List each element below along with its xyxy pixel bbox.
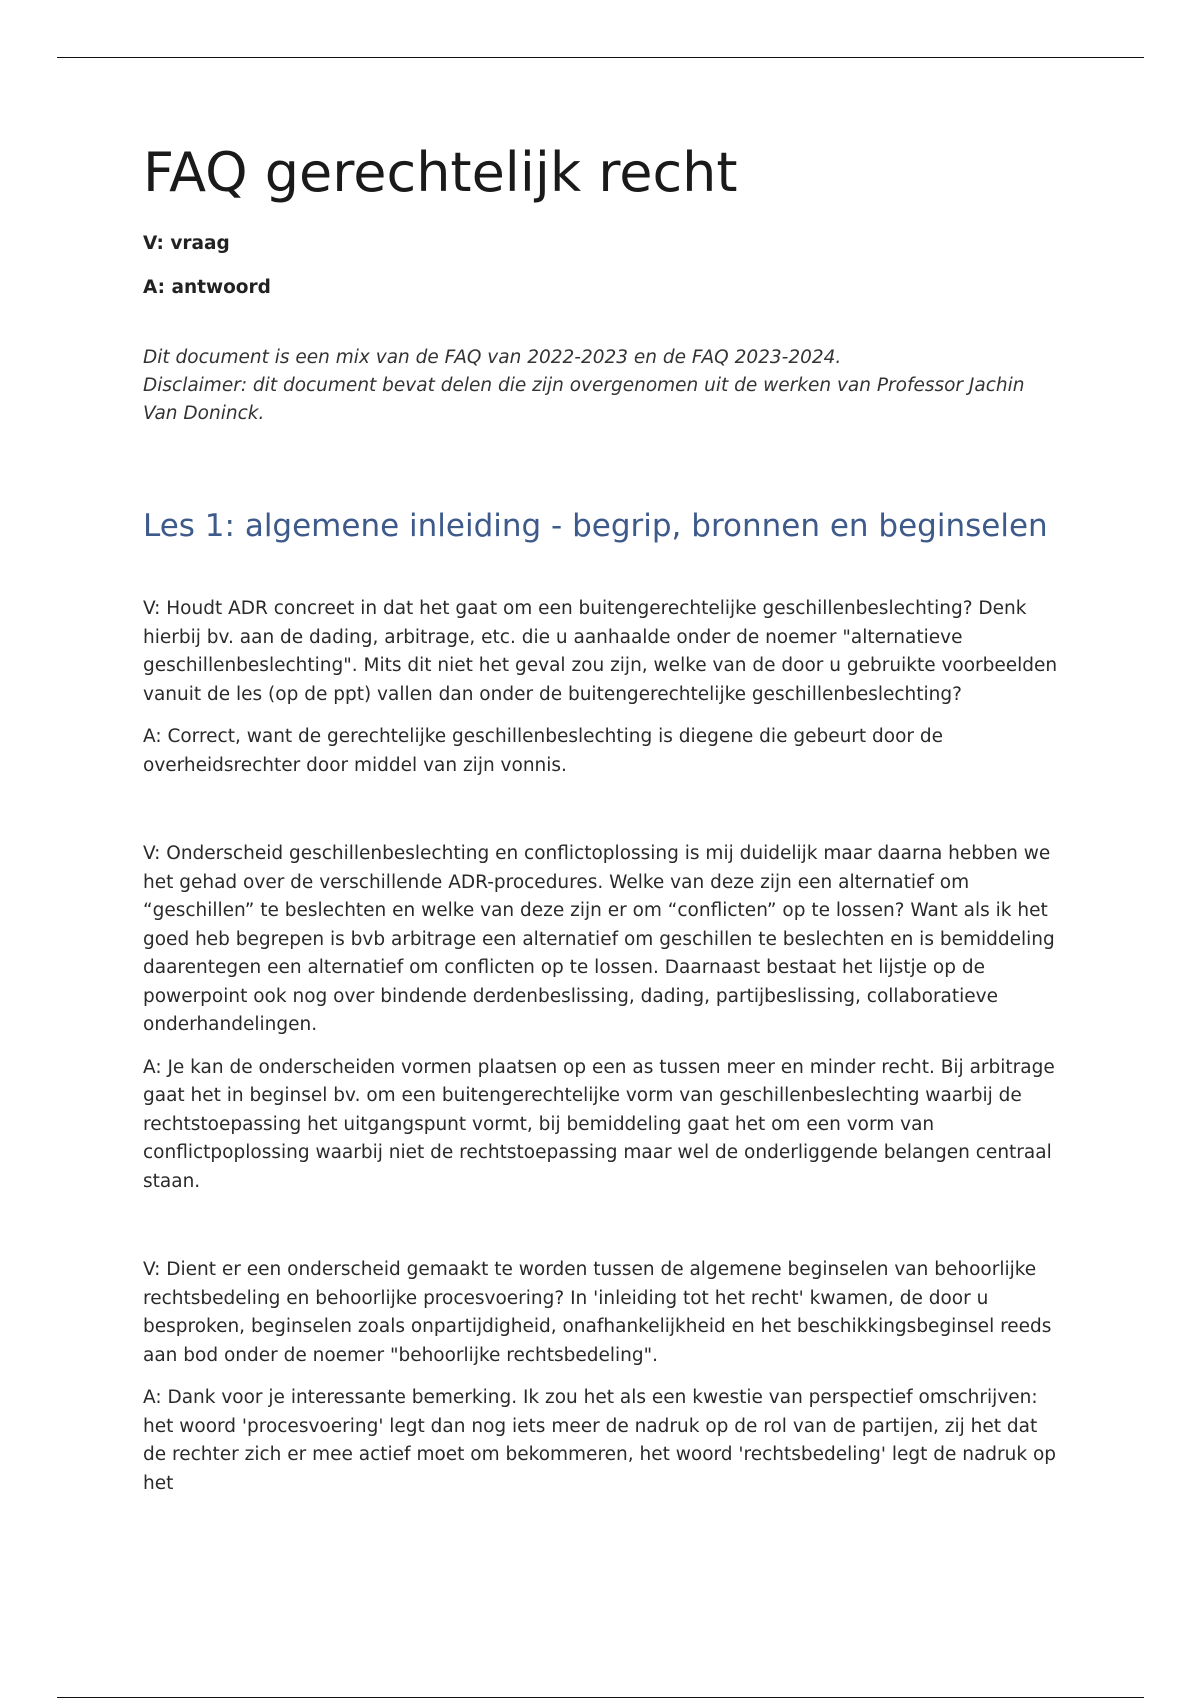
qa-item [143,840,1063,1196]
intro-note [143,344,1063,428]
answer-text: A: Je kan de onderscheiden vormen plaatsen op een as tussen meer en minder recht. Bij arbitrage gaat het in beginsel bv. om een buitengerechtelijke vorm van geschillenbeslechting waarbij de rechtstoepassing het uitgangspunt vormt, bij bemiddeling gaat het om een vorm van conflictpoplossing waarbij niet de rechtstoepassing maar wel de onderliggende belangen centraal staan. [143,1056,1055,1192]
top-rule [57,57,1144,58]
legend [143,232,1063,300]
intro-line-1: Dit document is een mix van de FAQ van 2022-2023 en de FAQ 2023-2024. [143,347,842,368]
intro-disclaimer: Disclaimer: dit document bevat delen die zijn overgenomen uit de werken van Professor Jachin Van Doninck. [143,375,1025,424]
legend-question: V: vraag [143,233,230,254]
document-title: FAQ gerechtelijk recht [143,141,738,204]
qa-item [143,595,1063,780]
question-text: V: Dient er een onderscheid gemaakt te worden tussen de algemene beginselen van behoorlijke rechtsbedeling en behoorlijke procesvoering? In 'inleiding tot het recht' kwamen, de door u besproken, beginselen zoals onpartijdigheid, onafhankelijkheid en het beschikkingsbeginsel reeds aan bod onder de noemer "behoorlijke rechtsbedeling". [143,1259,1052,1366]
legend-answer: A: antwoord [143,277,271,298]
document-body [143,138,1063,1558]
question-text: V: Onderscheid geschillenbeslechting en conflictoplossing is mij duidelijk maar daarna hebben we het gehad over de verschillende ADR-procedures. Welke van deze zijn een alternatief om “geschillen” te beslechten en welke van deze zijn er om “conflicten” op te lossen? Want als ik het goed heb begrepen is bvb arbitrage een alternatief om geschillen te beslechten en is bemiddeling daarentegen een alternatief om conflicten op te lossen. Daarnaast bestaat het lijstje op de powerpoint ook nog over bindende derdenbeslissing, dading, partijbeslissing, collaboratieve onderhandelingen. [143,843,1055,1035]
faq-list [143,595,1063,1498]
bottom-rule [57,1697,1144,1698]
answer-text: A: Dank voor je interessante bemerking. Ik zou het als een kwestie van perspectief omschrijven: het woord 'procesvoering' legt dan nog iets meer de nadruk op de rol van de partijen, zij het dat de rechter zich er mee actief moet om bekommeren, het woord 'rechtsbedeling' legt de nadruk op het [143,1387,1057,1494]
section-heading: Les 1: algemene inleiding - begrip, bronnen en beginselen [143,508,1048,544]
answer-text: A: Correct, want de gerechtelijke geschillenbeslechting is diegene die gebeurt door de overheidsrechter door middel van zijn vonnis. [143,726,944,776]
question-text: V: Houdt ADR concreet in dat het gaat om een buitengerechtelijke geschillenbeslechting? Denk hierbij bv. aan de dading, arbitrage, etc. die u aanhaalde onder de noemer "alternatieve geschillenbeslechting". Mits dit niet het geval zou zijn, welke van de door u gebruikte voorbeelden vanuit de les (op de ppt) vallen dan onder de buitengerechtelijke geschillenbeslechting? [143,598,1058,705]
qa-item [143,1256,1063,1498]
